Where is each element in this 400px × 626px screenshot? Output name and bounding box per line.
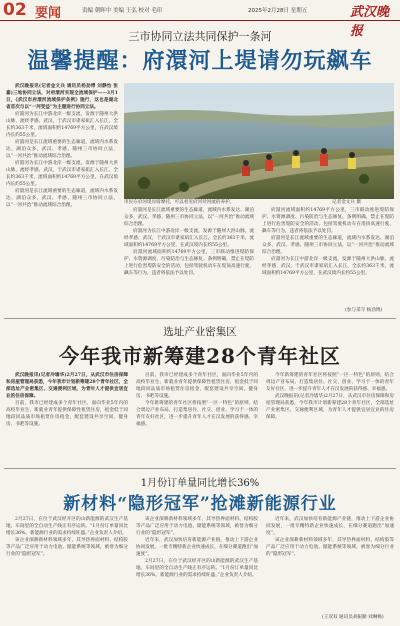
article2-body-mid-2: 今年新筹建的青年社区将按照“一区一特色”的原则，结合周边产业布局，打造集居住、社交、创业、学习于一体的青年友好社区，进一步提升青年人才在汉发展的获得感、幸福感。	[136, 401, 258, 427]
article1-left-column	[6, 83, 118, 313]
article1-body1: 府澴河为长江中游北岸一级支流，发源于随州大洪山脉，流经孝感、武汉，于武汉市谌家矶汇入长江，全长约363千米，流域面积约14769平方公里，在武汉境内长约55公里。	[6, 112, 118, 138]
article3-credit: (王双双 通讯员胡振勤 刘琳畅)	[322, 615, 384, 620]
article1-kicker: 三市协同立法共同保护一条河	[128, 30, 272, 43]
article3-body-right-2: 该企业深耕新材料领域多年，其导热界面材料、结构胶等产品广泛应用于动力电池、储能系统等领域，被誉为细分行业的“隐形冠军”。	[266, 538, 394, 557]
photo-credit: 记者金文兵 摄	[332, 200, 362, 205]
article3-body-right: 近年来，武汉加快培育新能源产业链，推动上下游企业协同发展，一批专精特新企业快速成长，在细分赛道跑出“加速度”。	[266, 517, 394, 536]
article1-author: (参与采写 杨劲博)	[345, 308, 383, 313]
article2-body-right-2: 武汉晚报讯(记者冷墙华)2月27日，从武汉市住房保障和房屋管理局获悉，今年我市计划新筹建28个青年社区，全部选址产业密集区、交通便利区域，为青年人才提供宜居宜业的住房保障。	[266, 394, 394, 420]
article1-headline: 温馨提醒：府澴河上堤请勿玩飙车	[27, 48, 373, 74]
article3-right-column	[266, 516, 394, 614]
article3-headline: 新材料“隐形冠军”抢滩新能源行业	[63, 494, 337, 514]
article2-right-column	[266, 372, 394, 464]
article2-left-column	[6, 372, 128, 464]
article3-body-left-2: 该企业深耕新材料领域多年，其导热界面材料、结构胶等产品广泛应用于动力电池、储能系统等领域，被誉为细分行业的“隐形冠军”。	[6, 538, 128, 557]
page-number: 02	[3, 0, 27, 20]
article1-mid-body1: 府澴河是长江流域重要的生态廊道，流域内水系发达、湖泊众多，武汉、孝感、随州三市协同立法，以“一河共治”推动流域综合治理。	[124, 208, 254, 227]
divider-2	[4, 468, 396, 469]
article2-headline: 今年我市新筹建28个青年社区	[59, 344, 341, 368]
article3-mid-column	[136, 516, 258, 622]
article2-body-mid: 目前，我市已经建成多个青年社区，面向毕业5年内的高校毕业生、新就业青年提供保障性租赁住房，租金低于同地段同品质市场租赁住房租金，配套建设共享空间、健身房、书吧等设施。	[136, 373, 258, 399]
article3-body-mid-3: 2月27日，在位于武汉经开区的山新能源的武汉生产基地，车间里的全自动生产线正有序运转。“1月份订单量同比增长36%，新能源行业的需求持续旺盛。”企业负责人介绍。	[136, 559, 258, 578]
article3-body-mid-2: 近年来，武汉加快培育新能源产业链，推动上下游企业协同发展，一批专精特新企业快速成长，在细分赛道跑出“加速度”。	[136, 538, 258, 557]
article3-left-column	[6, 516, 128, 622]
article2-body-right: 今年新筹建的青年社区将按照“一区一特色”的原则，结合周边产业布局，打造集居住、社交、创业、学习于一体的青年友好社区，进一步提升青年人才在汉发展的获得感、幸福感。	[266, 373, 394, 392]
river-photo-illustration	[124, 83, 394, 199]
article2-body-left-2: 目前，我市已经建成多个青年社区，面向毕业5年内的高校毕业生、新就业青年提供保障性租赁住房，租金低于同地段同品质市场租赁住房租金，配套建设共享空间、健身房、书吧等设施。	[6, 401, 128, 427]
article3-kicker: 1月份订单量同比增长36%	[140, 478, 260, 489]
article1-mid-body2: 府澴河为长江中游北岸一级支流，发源于随州大洪山脉，流经孝感、武汉，于武汉市谌家矶汇入长江，全长约363千米，流域面积约14769平方公里，在武汉境内长约55公里。	[124, 229, 254, 248]
article2-mid-column	[136, 372, 258, 464]
river-photo	[124, 83, 394, 199]
article3-body-mid: 该企业深耕新材料领域多年，其导热界面材料、结构胶等产品广泛应用于动力电池、储能系统等领域，被誉为细分行业的“隐形冠军”。	[136, 517, 258, 536]
divider-1	[4, 318, 396, 319]
article1-right-body3: 府澴河为长江中游北岸一级支流，发源于随州大洪山脉，流经孝感、武汉，于武汉市谌家矶汇入长江，全长约363千米，流域面积约14769平方公里，在武汉境内长约55公里。	[262, 257, 394, 276]
article1-mid-body3: 府澴河流域面积约14769平方公里，三市联动推进堤防保护、水资源调度、污染防治与生态修复。条例明确，禁止在堤防上进行危害堤防安全的活动，包括驾驶机动车在堤顶高速行驶、飙车等行为，违者将依法予以处罚。	[124, 250, 254, 276]
article1-right-body: 府澴河流域面积约14769平方公里，三市联动推进堤防保护、水资源调度、污染防治与生态修复。条例明确，禁止在堤防上进行危害堤防安全的活动，包括驾驶机动车在堤顶高速行驶、飙车等行为，违者将依法予以处罚。	[262, 208, 394, 234]
editors-line: 责编 朝晖中 美编 王弘 校对 毛印	[82, 8, 163, 14]
article2-body-left: 武汉晚报讯(记者冷墙华)2月27日，从武汉市住房保障和房屋管理局获悉，今年我市计划新筹建28个青年社区，全部选址产业密集区、交通便利区域，为青年人才提供宜居宜业的住房保障。	[6, 373, 128, 399]
photo-caption: 市民在府河堤岸骑摩托，可以看见府河对河流的养护。	[124, 200, 235, 205]
article1-lead: 武汉晚报讯(记者金文兵 通讯员杨劲博 刘静怡 张嘉)三地协同立法，对府澴河实现全流域保护——3月1日，《武汉市府澴河流域保护条例》施行，这也是湖北省首次与以“一河受益”为主题进行协同立法。	[6, 84, 118, 110]
article3-body-left: 2月27日，在位于武汉经开区的山新能源的武汉生产基地，车间里的全自动生产线正有序运转。“1月份订单量同比增长36%，新能源行业的需求持续旺盛。”企业负责人介绍。	[6, 517, 128, 536]
article1-body1-repeat: 府澴河为长江中游北岸一级支流，发源于随州大洪山脉，流经孝感、武汉，于武汉市谌家矶汇入长江，全长约363千米，流域面积约14769平方公里，在武汉境内长约55公里。	[6, 161, 118, 187]
article1-body2-repeat: 府澴河是长江流域重要的生态廊道，流域内水系发达、湖泊众多，武汉、孝感、随州三市协同立法，以“一河共治”推动流域综合治理。	[6, 189, 118, 208]
article1-mid-column	[124, 207, 254, 313]
section-title: 要闻	[35, 6, 62, 21]
article1-right-column	[262, 207, 394, 307]
article2-kicker: 选址产业密集区	[163, 326, 237, 338]
article1-body2: 府澴河是长江流域重要的生态廊道，流域内水系发达、湖泊众多，武汉、孝感、随州三市协同立法，以“一河共治”推动流域综合治理。	[6, 140, 118, 159]
newspaper-logo: 武汉晚报	[350, 5, 390, 39]
issue-date: 2025年2月28日 星期五	[248, 8, 308, 14]
article1-right-body2: 府澴河是长江流域重要的生态廊道，流域内水系发达、湖泊众多，武汉、孝感、随州三市协同立法，以“一河共治”推动流域综合治理。	[262, 236, 394, 255]
